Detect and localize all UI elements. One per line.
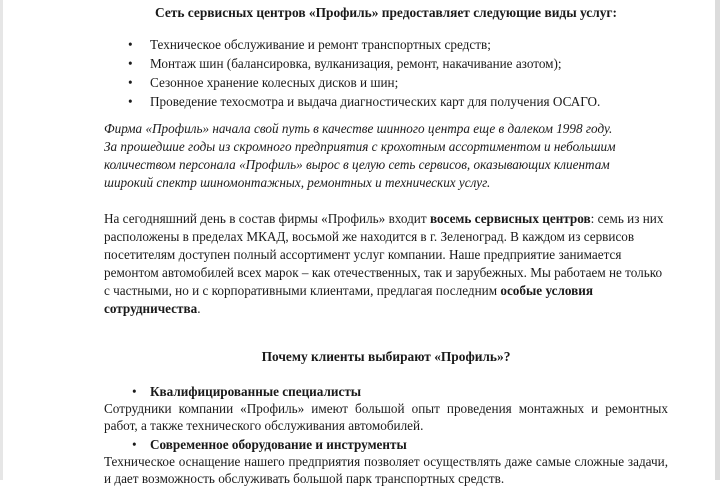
reason-title [104,383,668,400]
page-right-edge [715,0,720,480]
services-heading: Сеть сервисных центров «Профиль» предоставляет следующие виды услуг: [155,5,617,20]
about-text: : семь из них расположены в пределах МКАД, восьмой же находится в г. Зеленоград. В каждом из сервисов посетителям доступен полный ассортимент услуг компании. Наше предприятие занимается ремонтом автомобилей всех марок – как отечественных, так и зарубежных. Мы работаем не только с частными, но и с корпоративными клиентами, предлагая последним [104,211,664,298]
service-text: Техническое обслуживание и ремонт транспортных средств; [150,37,491,52]
history-line: За прошедшие годы из скромного предприятия с крохотным ассортиментом и небольшим [104,139,616,154]
bullet-icon: • [132,437,137,452]
services-list [104,35,668,111]
about-text: На сегодняшний день в состав фирмы «Профиль» входит [104,211,430,226]
about-paragraph [104,210,668,318]
history-line: широкий спектр шиномонтажных, ремонтных и технических услуг. [104,175,491,190]
why-heading: Почему клиенты выбирают «Профиль»? [261,349,511,364]
list-item [128,73,668,92]
list-item [128,92,668,111]
special-terms-emphasis: особые условия сотрудничества [104,283,593,316]
bullet-icon: • [132,384,137,399]
page-left-edge [0,0,3,480]
list-item [128,35,668,54]
centers-count-emphasis: восемь сервисных центров [429,211,591,226]
reason-text: Сотрудники компании «Профиль» имеют большой опыт проведения монтажных и ремонтных работ, а также технического обслуживания автомобилей. [104,401,668,433]
list-item [128,54,668,73]
history-line: количеством персонала «Профиль» вырос в целую сеть сервисов, оказывающих клиентам [104,157,610,172]
bullet-icon: • [128,94,133,109]
reason-text: Техническое оснащение нашего предприятия позволяет осуществлять даже самые сложные задачи, и дает возможность обслуживать большой парк транспортных средств. [104,454,668,486]
service-text: Сезонное хранение колесных дисков и шин; [150,75,399,90]
service-text: Проведение техосмотра и выдача диагностических карт для получения ОСАГО. [150,94,601,109]
history-line: Фирма «Профиль» начала свой путь в качестве шинного центра еще в далеком 1998 году. [104,121,613,136]
bullet-icon: • [128,56,133,71]
reason-title-text: Современное оборудование и инструменты [150,437,407,452]
reason-title-text: Квалифицированные специалисты [150,384,362,399]
history-paragraph [104,120,668,192]
bullet-icon: • [128,75,133,90]
service-text: Монтаж шин (балансировка, вулканизация, ремонт, накачивание азотом); [150,56,562,71]
about-text: . [197,301,201,316]
bullet-icon: • [128,37,133,52]
reason-title [104,436,668,453]
